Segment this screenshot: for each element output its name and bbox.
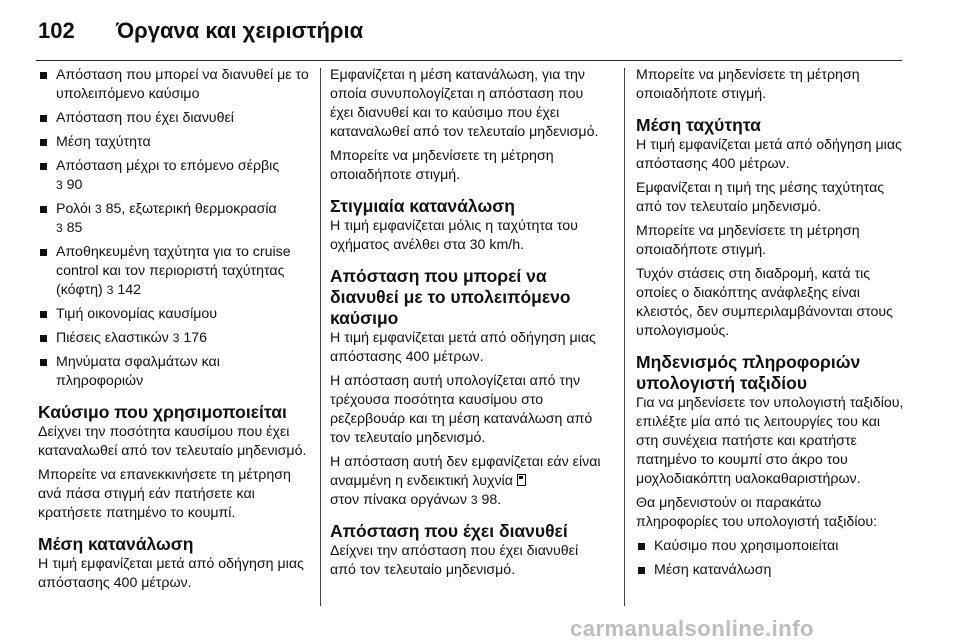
list-item: Απόσταση που μπορεί να διανυθεί με το υπολειπόμενο καύσιμο bbox=[38, 66, 310, 104]
section-distance-travelled bbox=[330, 521, 606, 580]
section-instant-consumption bbox=[330, 196, 606, 255]
fuel-warning-icon bbox=[517, 474, 526, 486]
page-title: Όργανα και χειριστήρια bbox=[116, 18, 364, 43]
paragraph: Η τιμή εμφανίζεται μετά από οδήγηση μιας απόστασης 400 μέτρων. bbox=[636, 137, 902, 172]
section-reset-trip-computer bbox=[636, 352, 906, 580]
section-fuel-used bbox=[38, 402, 310, 523]
ref-arrow-icon: 3 bbox=[94, 202, 102, 216]
column-divider-1 bbox=[320, 68, 321, 606]
column-1 bbox=[38, 66, 310, 598]
list-item: Απόσταση που έχει διανυθεί bbox=[38, 109, 310, 128]
paragraph: Μπορείτε να επανεκκινήσετε τη μέτρηση ανά πάσα στιγμή εάν πατήσετε και κρατήσετε πατημένο το κουμπί. bbox=[38, 467, 291, 521]
ref-arrow-icon: 3 bbox=[172, 331, 180, 345]
paragraph: Μπορείτε να μηδενίσετε τη μέτρηση οποιαδήποτε στιγμή. bbox=[636, 223, 860, 258]
section-heading: Απόσταση που μπορεί να διανυθεί με το υπολειπόμενο καύσιμο bbox=[330, 266, 571, 328]
list-item: Αποθηκευμένη ταχύτητα για το cruise control και τον περιοριστή ταχύτητας (κόφτη) 3 142 bbox=[38, 243, 310, 300]
header-rule bbox=[36, 60, 902, 61]
list-item: Ρολόι 3 85, εξωτερική θερμοκρασία 3 85 bbox=[38, 200, 310, 238]
paragraph: Η απόσταση αυτή δεν εμφανίζεται εάν είναι αναμμένη η ενδεικτική λυχνία στον πίνακα οργάνων 3 98. bbox=[330, 454, 601, 508]
page-link[interactable]: 85 bbox=[105, 201, 122, 217]
ref-arrow-icon: 3 bbox=[470, 493, 478, 507]
page-link[interactable]: 176 bbox=[183, 330, 208, 346]
paragraph: Η τιμή εμφανίζεται μετά από οδήγηση μιας απόστασης 400 μέτρων. bbox=[330, 330, 596, 365]
list-item: Μέση κατανάλωση bbox=[636, 561, 906, 580]
list-item: Καύσιμο που χρησιμοποιείται bbox=[636, 537, 906, 556]
page-link[interactable]: 98. bbox=[481, 492, 502, 508]
paragraph: Δείχνει την απόσταση που έχει διανυθεί από τον τελευταίο μηδενισμό. bbox=[330, 543, 579, 578]
paragraph: Για να μηδενίσετε τον υπολογιστή ταξιδίου, επιλέξτε μία από τις λειτουργίες του και στη συνέχεια πατήστε και κρατήστε πατημένο το κουμπί στο άκρο του μοχλοδιακόπτη υαλοκαθαριστήρων. bbox=[636, 395, 904, 487]
paragraph: Η απόσταση αυτή υπολογίζεται από την τρέχουσα ποσότητα καυσίμου στο ρεζερβουάρ και τη μέση κατανάλωση από τον τελευταίο μηδενισμό. bbox=[330, 373, 593, 446]
paragraph: Δείχνει την ποσότητα καυσίμου που έχει καταναλωθεί από τον τελευταίο μηδενισμό. bbox=[38, 424, 307, 459]
page-number: 102 bbox=[38, 18, 75, 43]
paragraph: Μπορείτε να μηδενίσετε τη μέτρηση οποιαδήποτε στιγμή. bbox=[330, 148, 554, 183]
paragraph: Εμφανίζεται η μέση κατανάλωση, για την οποία συνυπολογίζεται η απόσταση που έχει διανυθεί και το καύσιμο που έχει καταναλωθεί από τον τελευταίο μηδενισμό. bbox=[330, 67, 599, 140]
section-heading: Μηδενισμός πληροφοριών υπολογιστή ταξιδίου bbox=[636, 352, 861, 393]
list-item: Μηνύματα σφαλμάτων και πληροφοριών bbox=[38, 353, 310, 391]
watermark: carmanualsonline.info bbox=[570, 616, 814, 641]
paragraph: Η τιμή εμφανίζεται μόλις η ταχύτητα του οχήματος ανέλθει στα 30 km/h. bbox=[330, 218, 578, 253]
section-heading: Μέση ταχύτητα bbox=[636, 115, 761, 135]
paragraph: Θα μηδενιστούν οι παρακάτω πληροφορίες του υπολογιστή ταξιδίου: bbox=[636, 495, 878, 530]
page-link[interactable]: 90 bbox=[66, 177, 83, 193]
ref-arrow-icon: 3 bbox=[106, 283, 114, 297]
list-item: Απόσταση μέχρι το επόμενο σέρβις 3 90 bbox=[38, 157, 310, 195]
page-link[interactable]: 85 bbox=[66, 220, 83, 236]
section-heading: Καύσιμο που χρησιμοποιείται bbox=[38, 402, 287, 422]
list-item: Τιμή οικονομίας καυσίμου bbox=[38, 305, 310, 324]
section-heading: Στιγμιαία κατανάλωση bbox=[330, 196, 515, 216]
column-2 bbox=[330, 66, 606, 585]
section-heading: Απόσταση που έχει διανυθεί bbox=[330, 521, 568, 541]
paragraph: Η τιμή εμφανίζεται μετά από οδήγηση μιας απόστασης 400 μέτρων. bbox=[38, 556, 304, 591]
list-item: Πιέσεις ελαστικών 3 176 bbox=[38, 329, 310, 348]
section-range bbox=[330, 266, 606, 510]
ref-arrow-icon: 3 bbox=[56, 178, 63, 192]
paragraph: Τυχόν στάσεις στη διαδρομή, κατά τις οποίες ο διακόπτης ανάφλεξης είναι κλειστός, δεν συμπεριλαμβάνονται στους υπολογισμούς. bbox=[636, 266, 893, 339]
section-average-speed bbox=[636, 115, 906, 341]
reset-items-list bbox=[636, 537, 906, 580]
list-item: Μέση ταχύτητα bbox=[38, 133, 310, 152]
ref-arrow-icon: 3 bbox=[56, 221, 63, 235]
page-link[interactable]: 142 bbox=[117, 282, 142, 298]
paragraph: Εμφανίζεται η τιμή της μέσης ταχύτητας από τον τελευταίο μηδενισμό. bbox=[636, 180, 885, 215]
paragraph: Μπορείτε να μηδενίσετε τη μέτρηση οποιαδήποτε στιγμή. bbox=[636, 67, 860, 102]
trip-computer-functions-list bbox=[38, 66, 310, 391]
column-divider-2 bbox=[624, 68, 625, 606]
column-3 bbox=[636, 66, 906, 585]
section-average-consumption bbox=[38, 534, 310, 593]
section-heading: Μέση κατανάλωση bbox=[38, 534, 194, 554]
page-header bbox=[0, 0, 960, 62]
